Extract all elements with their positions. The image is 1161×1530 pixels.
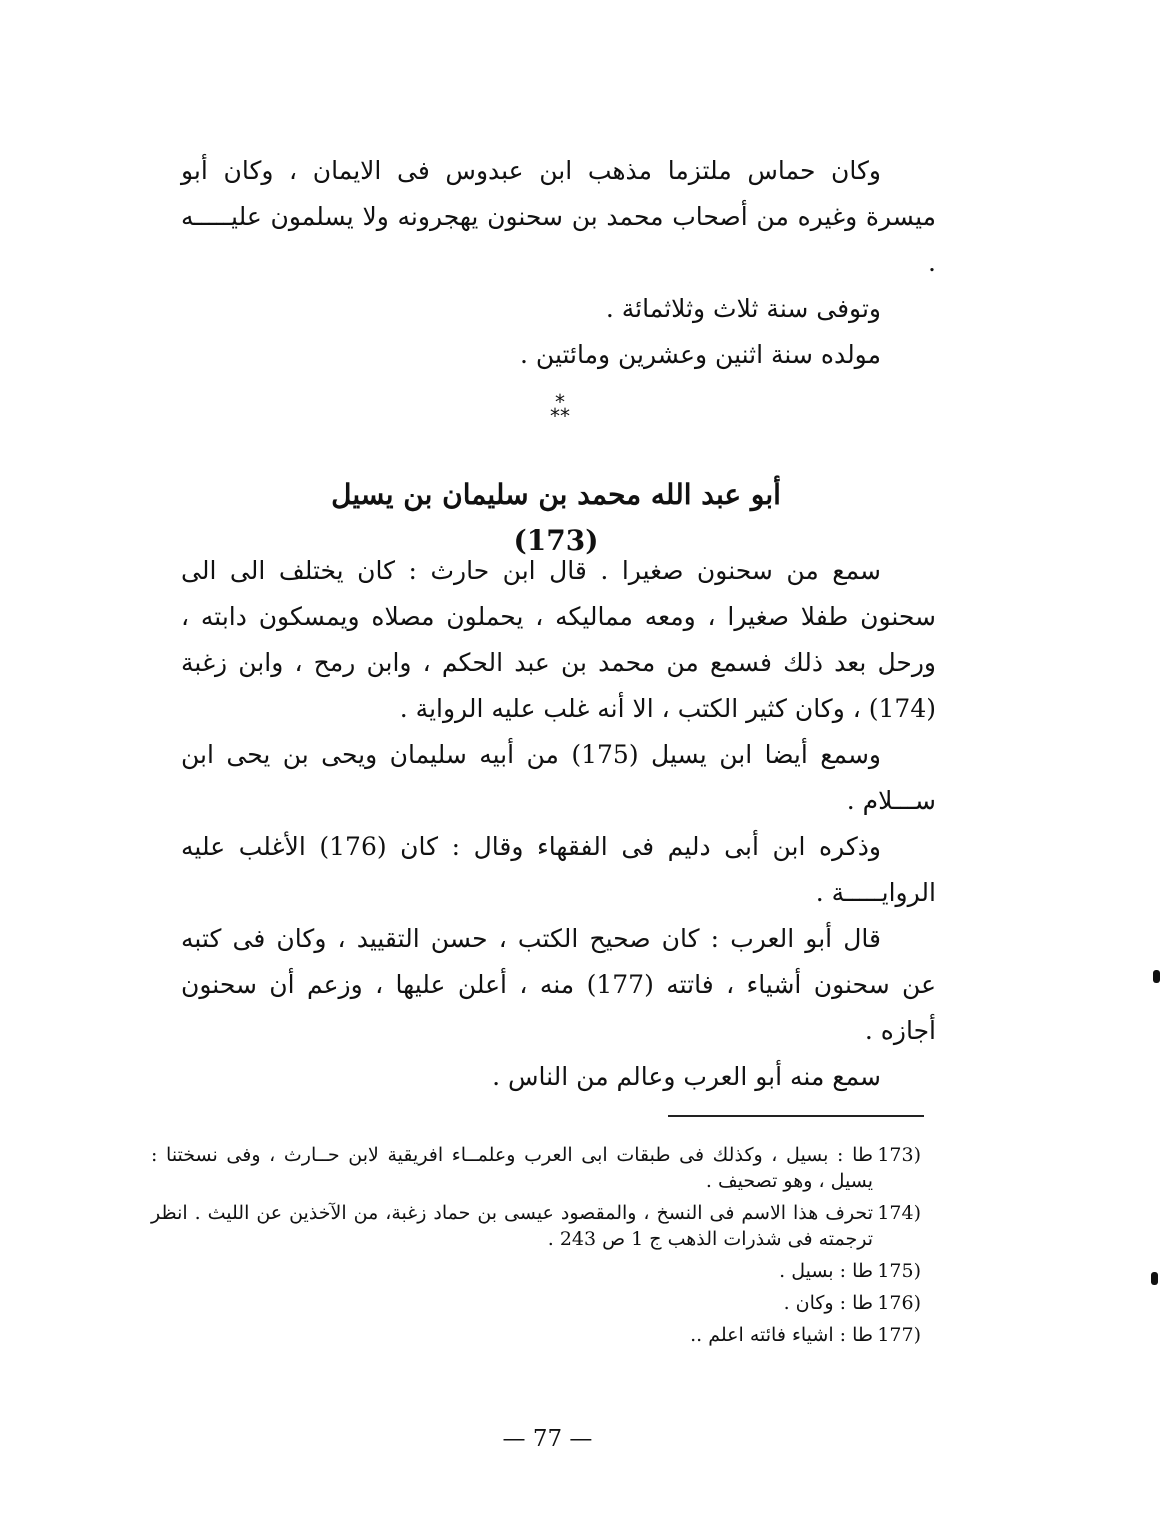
footnote <box>151 1142 921 1194</box>
section-separator: * ** <box>550 390 570 428</box>
footnote <box>151 1200 921 1252</box>
footnote-number: 176) <box>877 1292 921 1314</box>
footnote-text: طا : اشياء فائته اعلم .. <box>690 1324 873 1346</box>
footnote <box>151 1322 921 1348</box>
page-number: — 77 — <box>502 1426 593 1452</box>
paragraph: قال أبو العرب : كان صحيح الكتب ، حسن التقييد ، وكان فى كتبه عن سحنون أشياء ، فاتته (177) منه ، أعلن عليها ، وزعم أن سحنون أجازه . <box>181 924 936 1045</box>
biography-body <box>181 548 936 1100</box>
footnote-text: طا : وكان . <box>783 1292 873 1314</box>
paragraph: وسمع أيضا ابن يسيل (175) من أبيه سليمان ويحى بن يحى ابن ســـلام . <box>181 740 936 815</box>
scan-speck <box>1153 970 1160 983</box>
paragraph: وكان حماس ملتزما مذهب ابن عبدوس فى الايمان ، وكان أبو ميسرة وغيره من أصحاب محمد بن سحنون يهجرونه ولا يسلمون عليـــــه . <box>181 156 936 277</box>
paragraph: وتوفى سنة ثلاث وثلاثمائة . <box>605 294 881 323</box>
footnote <box>151 1258 921 1284</box>
footnotes <box>151 1142 921 1354</box>
footnote-number: 177) <box>877 1324 921 1346</box>
footnote-number: 174) <box>877 1202 921 1224</box>
paragraph: سمع منه أبو العرب وعالم من الناس . <box>492 1062 881 1091</box>
top-section <box>181 148 936 378</box>
footnote-number: 173) <box>877 1144 921 1166</box>
paragraph: وذكره ابن أبى دليم فى الفقهاء وقال : كان (176) الأغلب عليه الروايـــــة . <box>181 832 936 907</box>
footnote-divider <box>668 1115 924 1117</box>
footnote-text: طا : بسيل ، وكذلك فى طبقات ابى العرب وعلمــاء افريقية لابن حــارث ، وفى نسختنا : يسيل ، وهو تصحيف . <box>151 1144 873 1192</box>
footnote-number: 175) <box>877 1260 921 1282</box>
biography-title: أبو عبد الله محمد بن سليمان بن يسيل (173) <box>331 478 781 557</box>
footnote <box>151 1290 921 1316</box>
paragraph: سمع من سحنون صغيرا . قال ابن حارث : كان يختلف الى الى سحنون طفلا صغيرا ، ومعه مماليكه ، يحملون مصلاه ويمسكون دابته ، ورحل بعد ذلك فسمع من محمد بن عبد الحكم ، وابن رمح ، وابن زغبة (174) ، وكان كثير الكتب ، الا أنه غلب عليه الرواية . <box>181 556 936 723</box>
footnote-text: تحرف هذا الاسم فى النسخ ، والمقصود عيسى بن حماد زغبة، من الآخذين عن الليث . انظر ترجمته فى شذرات الذهب ج 1 ص 243 . <box>151 1202 873 1250</box>
paragraph: مولده سنة اثنين وعشرين ومائتين . <box>520 340 881 369</box>
footnote-text: طا : بسيل . <box>779 1260 873 1282</box>
scan-speck <box>1151 1272 1158 1285</box>
